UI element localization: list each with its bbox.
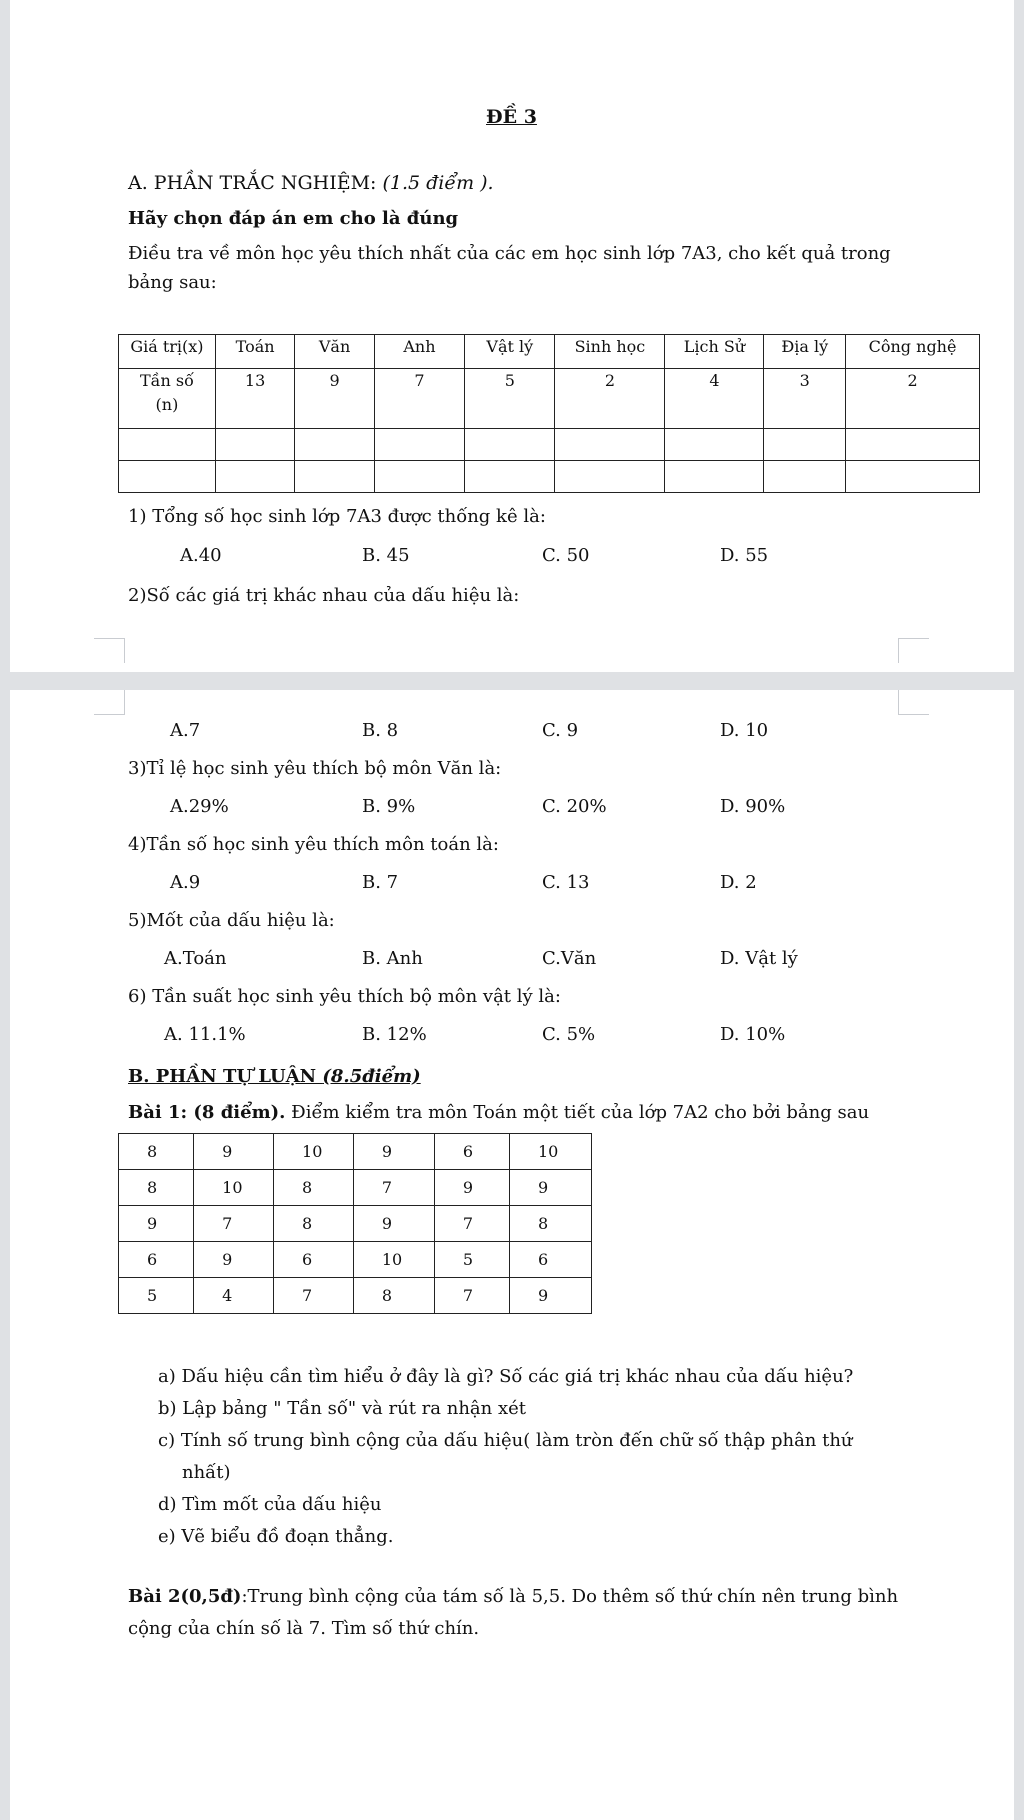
question-6: 6) Tần suất học sinh yêu thích bộ môn vật lý là:	[128, 986, 561, 1007]
score-table	[118, 1133, 592, 1314]
table-row	[119, 1170, 592, 1206]
bai1-item-c: c) Tính số trung bình cộng của dấu hiệu( làm tròn đến chữ số thập phân thứ	[158, 1430, 853, 1451]
bai1-item-e: e) Vẽ biểu đồ đoạn thẳng.	[158, 1526, 394, 1547]
score-cell: 9	[119, 1206, 194, 1242]
q2-option-a[interactable]: A.7	[170, 720, 201, 741]
score-cell: 10	[194, 1170, 274, 1206]
intro-line-1: Điều tra về môn học yêu thích nhất của các em học sinh lớp 7A3, cho kết quả trong	[128, 243, 891, 264]
table-row	[119, 1134, 592, 1170]
score-cell: 7	[353, 1170, 434, 1206]
intro-line-2: bảng sau:	[128, 272, 217, 293]
table-cell: 13	[215, 369, 294, 429]
table-cell: 4	[665, 369, 764, 429]
score-cell: 10	[353, 1242, 434, 1278]
question-2: 2)Số các giá trị khác nhau của dấu hiệu là:	[128, 585, 520, 606]
score-cell: 7	[434, 1206, 509, 1242]
bai2-statement-line2: cộng của chín số là 7. Tìm số thứ chín.	[128, 1618, 480, 1639]
bai2-statement: Bài 2(0,5đ):Trung bình cộng của tám số là 5,5. Do thêm số thứ chín nên trung bình	[128, 1586, 899, 1607]
q6-option-d[interactable]: D. 10%	[720, 1024, 786, 1045]
q3-option-d[interactable]: D. 90%	[720, 796, 786, 817]
q6-option-c[interactable]: C. 5%	[542, 1024, 596, 1045]
score-cell: 6	[434, 1134, 509, 1170]
table-header-cell: Công nghệ	[846, 335, 980, 369]
table-cell: 2	[555, 369, 665, 429]
q1-option-d[interactable]: D. 55	[720, 545, 769, 566]
score-cell: 5	[434, 1242, 509, 1278]
q5-option-c[interactable]: C.Văn	[542, 948, 597, 969]
bai1-item-d: d) Tìm mốt của dấu hiệu	[158, 1494, 382, 1515]
table-cell: 3	[764, 369, 846, 429]
score-cell: 10	[509, 1134, 591, 1170]
score-cell: 7	[274, 1278, 354, 1314]
q1-option-c[interactable]: C. 50	[542, 545, 590, 566]
q2-option-d[interactable]: D. 10	[720, 720, 769, 741]
score-cell: 6	[509, 1242, 591, 1278]
score-cell: 9	[353, 1206, 434, 1242]
q5-option-a[interactable]: A.Toán	[164, 948, 227, 969]
q2-option-b[interactable]: B. 8	[362, 720, 399, 741]
exam-title: ĐỀ 3	[486, 106, 537, 128]
q3-option-b[interactable]: B. 9%	[362, 796, 416, 817]
table-cell: 9	[295, 369, 374, 429]
q3-option-a[interactable]: A.29%	[170, 796, 229, 817]
row-label-cell: Tần số (n)	[119, 369, 216, 429]
question-3: 3)Tỉ lệ học sinh yêu thích bộ môn Văn là:	[128, 758, 502, 779]
bai1-item-a: a) Dấu hiệu cần tìm hiểu ở đây là gì? Số các giá trị khác nhau của dấu hiệu?	[158, 1366, 854, 1387]
score-cell: 9	[194, 1134, 274, 1170]
table-cell: 2	[846, 369, 980, 429]
page-corner-mark	[94, 638, 125, 663]
document-page-2	[10, 690, 1014, 1820]
score-cell: 4	[194, 1278, 274, 1314]
table-header-cell: Lịch Sử	[665, 335, 764, 369]
score-cell: 8	[353, 1278, 434, 1314]
frequency-table	[118, 334, 980, 493]
q5-option-b[interactable]: B. Anh	[362, 948, 423, 969]
table-cell: 5	[465, 369, 555, 429]
table-header-cell: Vật lý	[465, 335, 555, 369]
q3-option-c[interactable]: C. 20%	[542, 796, 607, 817]
score-cell: 8	[119, 1170, 194, 1206]
score-cell: 9	[509, 1278, 591, 1314]
table-header-cell: Anh	[374, 335, 464, 369]
question-4: 4)Tần số học sinh yêu thích môn toán là:	[128, 834, 499, 855]
score-cell: 9	[509, 1170, 591, 1206]
score-cell: 6	[119, 1242, 194, 1278]
document-page-1	[10, 0, 1014, 672]
score-cell: 7	[434, 1278, 509, 1314]
table-cell: 7	[374, 369, 464, 429]
question-5: 5)Mốt của dấu hiệu là:	[128, 910, 335, 931]
section-a-heading: A. PHẦN TRẮC NGHIỆM: (1.5 điểm ).	[128, 172, 494, 194]
q2-option-c[interactable]: C. 9	[542, 720, 579, 741]
score-cell: 5	[119, 1278, 194, 1314]
q4-option-d[interactable]: D. 2	[720, 872, 757, 893]
score-cell: 8	[509, 1206, 591, 1242]
q6-option-a[interactable]: A. 11.1%	[164, 1024, 246, 1045]
score-cell: 7	[194, 1206, 274, 1242]
page-corner-mark	[898, 690, 929, 715]
score-cell: 8	[119, 1134, 194, 1170]
score-cell: 9	[353, 1134, 434, 1170]
score-cell: 6	[274, 1242, 354, 1278]
question-1: 1) Tổng số học sinh lớp 7A3 được thống kê là:	[128, 506, 546, 527]
table-row	[119, 1206, 592, 1242]
q4-option-a[interactable]: A.9	[170, 872, 201, 893]
table-header-cell: Sinh học	[555, 335, 665, 369]
section-b-heading: B. PHẦN TỰ LUẬN (8.5điểm)	[128, 1066, 421, 1087]
table-row	[119, 1242, 592, 1278]
bai1-item-b: b) Lập bảng " Tần số" và rút ra nhận xét	[158, 1398, 526, 1419]
bai1-item-c-cont: nhất)	[182, 1462, 231, 1483]
q5-option-d[interactable]: D. Vật lý	[720, 948, 798, 969]
score-cell: 8	[274, 1170, 354, 1206]
score-cell: 10	[274, 1134, 354, 1170]
score-cell: 9	[434, 1170, 509, 1206]
q4-option-c[interactable]: C. 13	[542, 872, 590, 893]
q6-option-b[interactable]: B. 12%	[362, 1024, 427, 1045]
score-cell: 9	[194, 1242, 274, 1278]
page-corner-mark	[898, 638, 929, 663]
q4-option-b[interactable]: B. 7	[362, 872, 399, 893]
score-cell: 8	[274, 1206, 354, 1242]
page-corner-mark	[94, 690, 125, 715]
q1-option-b[interactable]: B. 45	[362, 545, 410, 566]
table-row	[119, 1278, 592, 1314]
table-header-cell: Giá trị(x)	[119, 335, 216, 369]
table-header-cell: Địa lý	[764, 335, 846, 369]
table-header-cell: Văn	[295, 335, 374, 369]
table-header-cell: Toán	[215, 335, 294, 369]
q1-option-a[interactable]: A.40	[180, 545, 222, 566]
section-a-instruction: Hãy chọn đáp án em cho là đúng	[128, 208, 459, 229]
bai1-statement: Bài 1: (8 điểm). Điểm kiểm tra môn Toán một tiết của lớp 7A2 cho bởi bảng sau	[128, 1102, 870, 1123]
